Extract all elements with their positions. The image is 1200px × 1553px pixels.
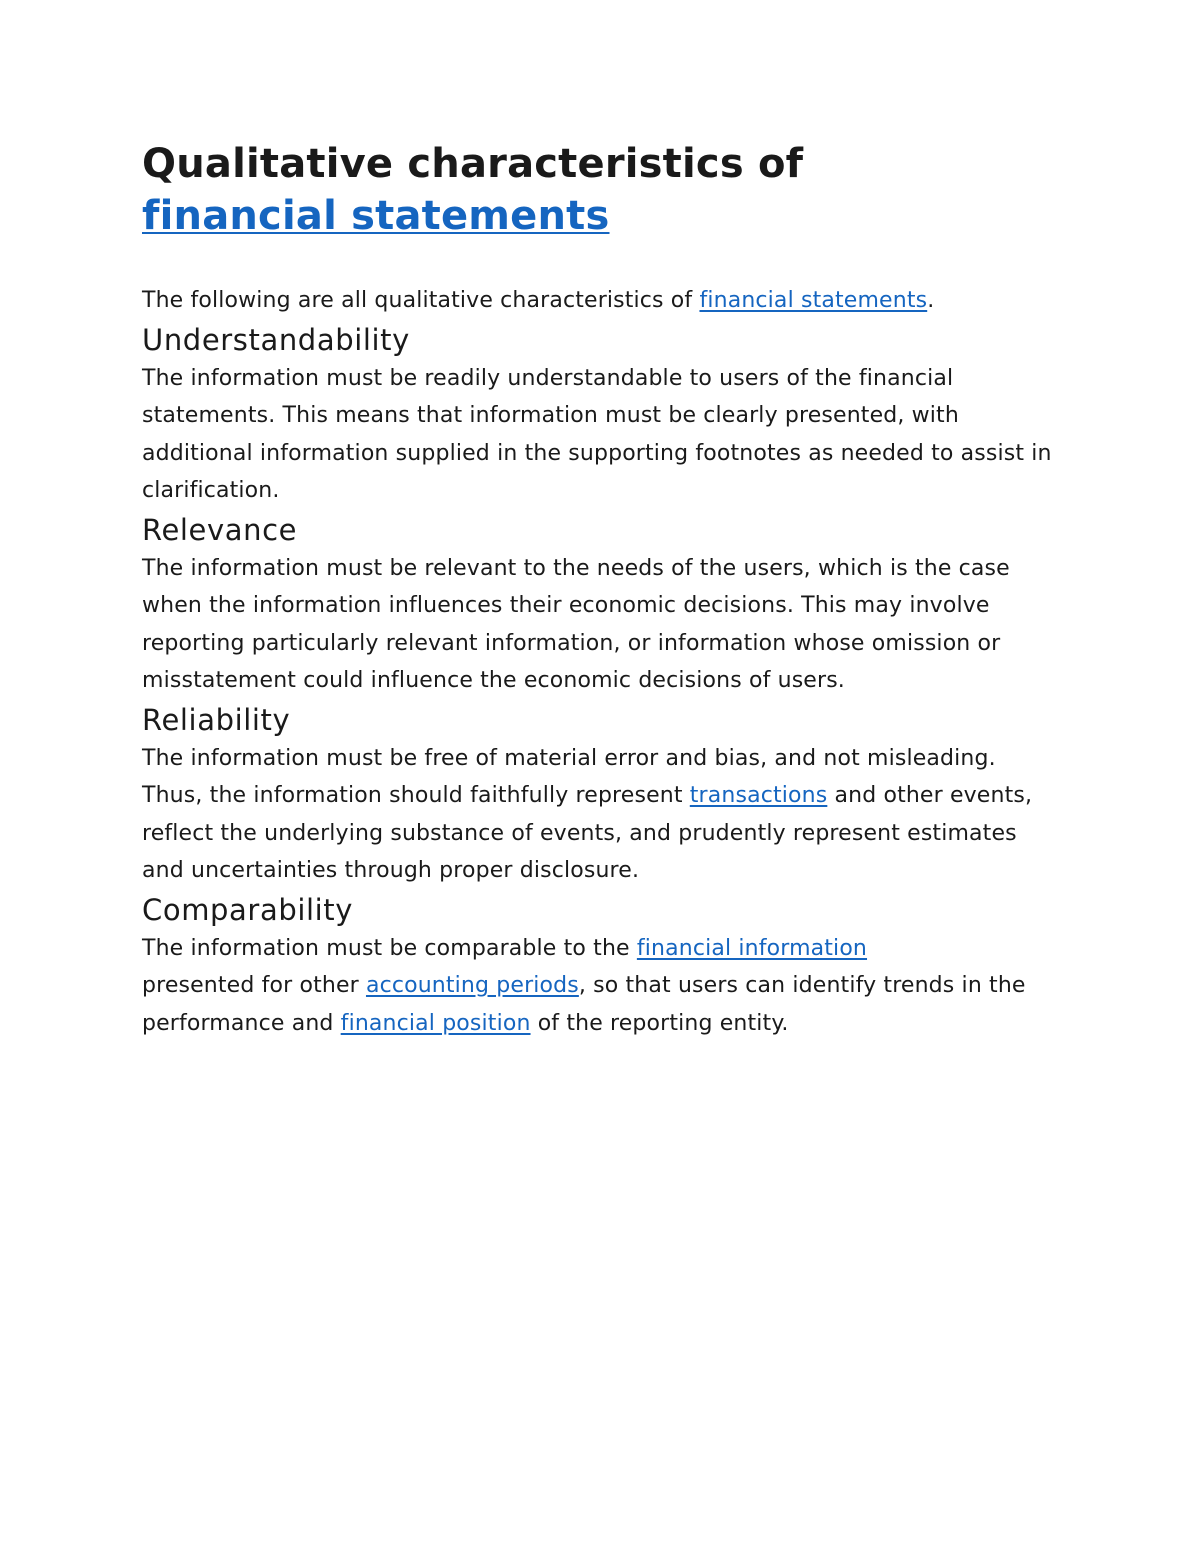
heading-reliability: Reliability [142,702,291,737]
title-link-financial-statements[interactable]: financial statements [142,193,610,239]
comparability-text-1: The information must be comparable to the [142,935,637,961]
intro-text: The following are all qualitative characteristics of [142,288,700,313]
comparability-text-2: presented for other [142,973,366,998]
reliability-text-start: The information must be free of material error and bias, and not misleading. Thus, the information should faithfully represent [142,745,996,808]
link-financial-position[interactable]: financial position [340,1010,531,1036]
link-financial-information[interactable]: financial information [636,935,868,961]
link-accounting-periods[interactable]: accounting periods [365,973,579,998]
paragraph-understandability: The information must be readily understandable to users of the financial statements. This means that information must be clearly presented, with additional information supplied in the supporting footnotes as needed to assist in clarification. [142,365,1052,503]
page-title [142,138,1062,242]
paragraph-comparability [142,930,1062,1043]
comparability-text-3: , so that users can identify trends in the performance and [142,973,1026,1036]
comparability-text-4: of the reporting entity. [530,1010,789,1036]
intro-link-financial-statements[interactable]: financial statements [699,288,928,313]
intro-paragraph [142,282,1062,320]
document-page [142,138,1062,1042]
title-text: Qualitative characteristics of [142,141,804,187]
heading-relevance: Relevance [142,512,298,547]
intro-period: . [927,288,935,313]
heading-understandability: Understandability [142,322,410,357]
paragraph-reliability [142,740,1062,890]
paragraph-relevance: The information must be relevant to the needs of the users, which is the case when the information influences their economic decisions. This may involve reporting particularly relevant information, or information whose omission or misstatement could influence the economic decisions of users. [142,555,1010,693]
reliability-text-end: and other events, reflect the underlying substance of events, and prudently represent estimates and uncertainties through proper disclosure. [142,783,1033,883]
link-transactions[interactable]: transactions [689,783,828,808]
heading-comparability: Comparability [142,892,354,927]
